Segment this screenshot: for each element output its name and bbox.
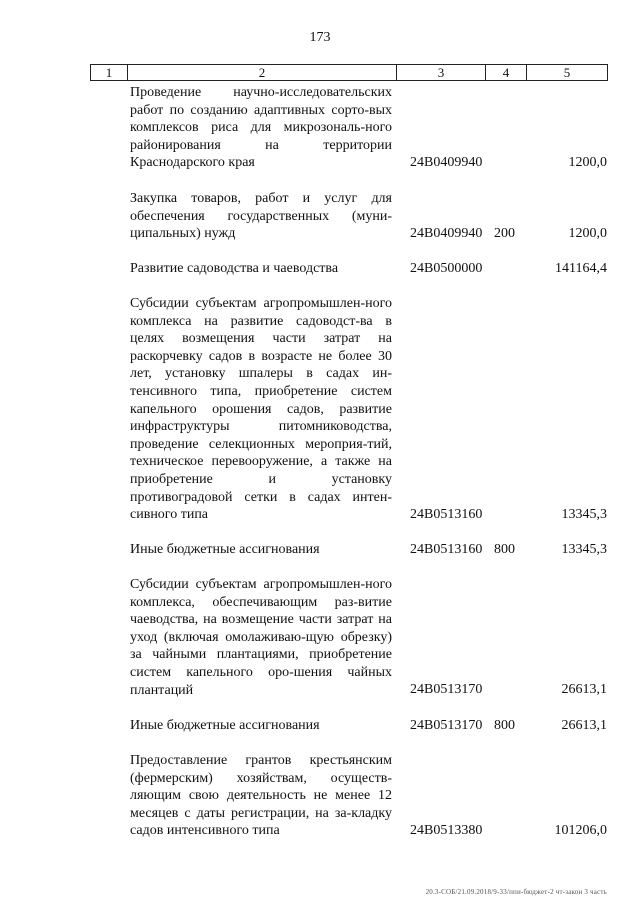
row-description: Закупка товаров, работ и услуг для обеспечения государственных (муни-ципальных) нужд xyxy=(130,191,392,242)
row-amount: 26613,1 xyxy=(561,682,607,697)
row-description: Предоставление грантов крестьянским (фермерским) хозяйствам, осуществ-ляющим свою деятельность не менее 12 месяцев с даты регистрации, на за-кладку садов интенсивного типа xyxy=(130,753,392,839)
row-amount: 26613,1 xyxy=(561,718,607,733)
row-target-code: 24В0513380 xyxy=(410,823,483,838)
row-amount: 141164,4 xyxy=(555,261,607,276)
row-target-code: 24В0409940 xyxy=(410,226,483,241)
row-amount: 13345,3 xyxy=(561,507,607,522)
row-amount: 1200,0 xyxy=(568,226,607,241)
row-amount: 1200,0 xyxy=(568,155,607,170)
row-description: Субсидии субъектам агропромышлен-ного комплекса на развитие садоводст-ва в целях возмещения части затрат на раскорчевку садов в возрасте не более 30 лет, установку шпалеры в садах ин-тенсивного типа, приобретение систем капельного орошения садов, развитие инфраструктуры питомниководства, проведение селекционных мероприя-тий, техническое перевооружение, а также на приобретение и установку противоградовой сетки в садах интен-сивного типа xyxy=(130,296,392,523)
column-header-2: 2 xyxy=(128,65,397,81)
row-description: Развитие садоводства и чаеводства xyxy=(130,261,339,276)
page-number: 173 xyxy=(309,30,331,45)
row-expense-type: 200 xyxy=(494,226,515,241)
column-header-table xyxy=(90,64,608,81)
row-description: Субсидии субъектам агропромышлен-ного комплекса, обеспечивающим раз-витие чаеводства, на возмещение части затрат на уход (включая омолаживаю-щую обрезку) за чайными плантациями, приобретение систем капельного оро-шения чайных плантаций xyxy=(130,577,392,698)
row-amount: 13345,3 xyxy=(561,542,607,557)
column-header-row xyxy=(91,65,608,81)
row-target-code: 24В0513170 xyxy=(410,718,483,733)
column-header-1: 1 xyxy=(91,65,128,81)
row-expense-type: 800 xyxy=(494,542,515,557)
row-description: Иные бюджетные ассигнования xyxy=(130,542,320,557)
row-description: Проведение научно-исследовательских работ по созданию адаптивных сорто-вых комплексов риса для микрозональ-ного районирования на территории Краснодарского края xyxy=(130,85,392,171)
document-footer-reference: 20.3-СОБ/21.09.2018/9-33/ппи-бюджет-2 чт-закон 3 часть xyxy=(425,888,607,896)
column-header-4: 4 xyxy=(486,65,527,81)
row-target-code: 24В0409940 xyxy=(410,155,483,170)
column-header-3: 3 xyxy=(397,65,486,81)
row-target-code: 24В0513170 xyxy=(410,682,483,697)
row-expense-type: 800 xyxy=(494,718,515,733)
column-header-5: 5 xyxy=(527,65,608,81)
row-amount: 101206,0 xyxy=(554,823,607,838)
row-target-code: 24В0513160 xyxy=(410,542,483,557)
row-target-code: 24В0500000 xyxy=(410,261,483,276)
row-target-code: 24В0513160 xyxy=(410,507,483,522)
row-description: Иные бюджетные ассигнования xyxy=(130,718,320,733)
